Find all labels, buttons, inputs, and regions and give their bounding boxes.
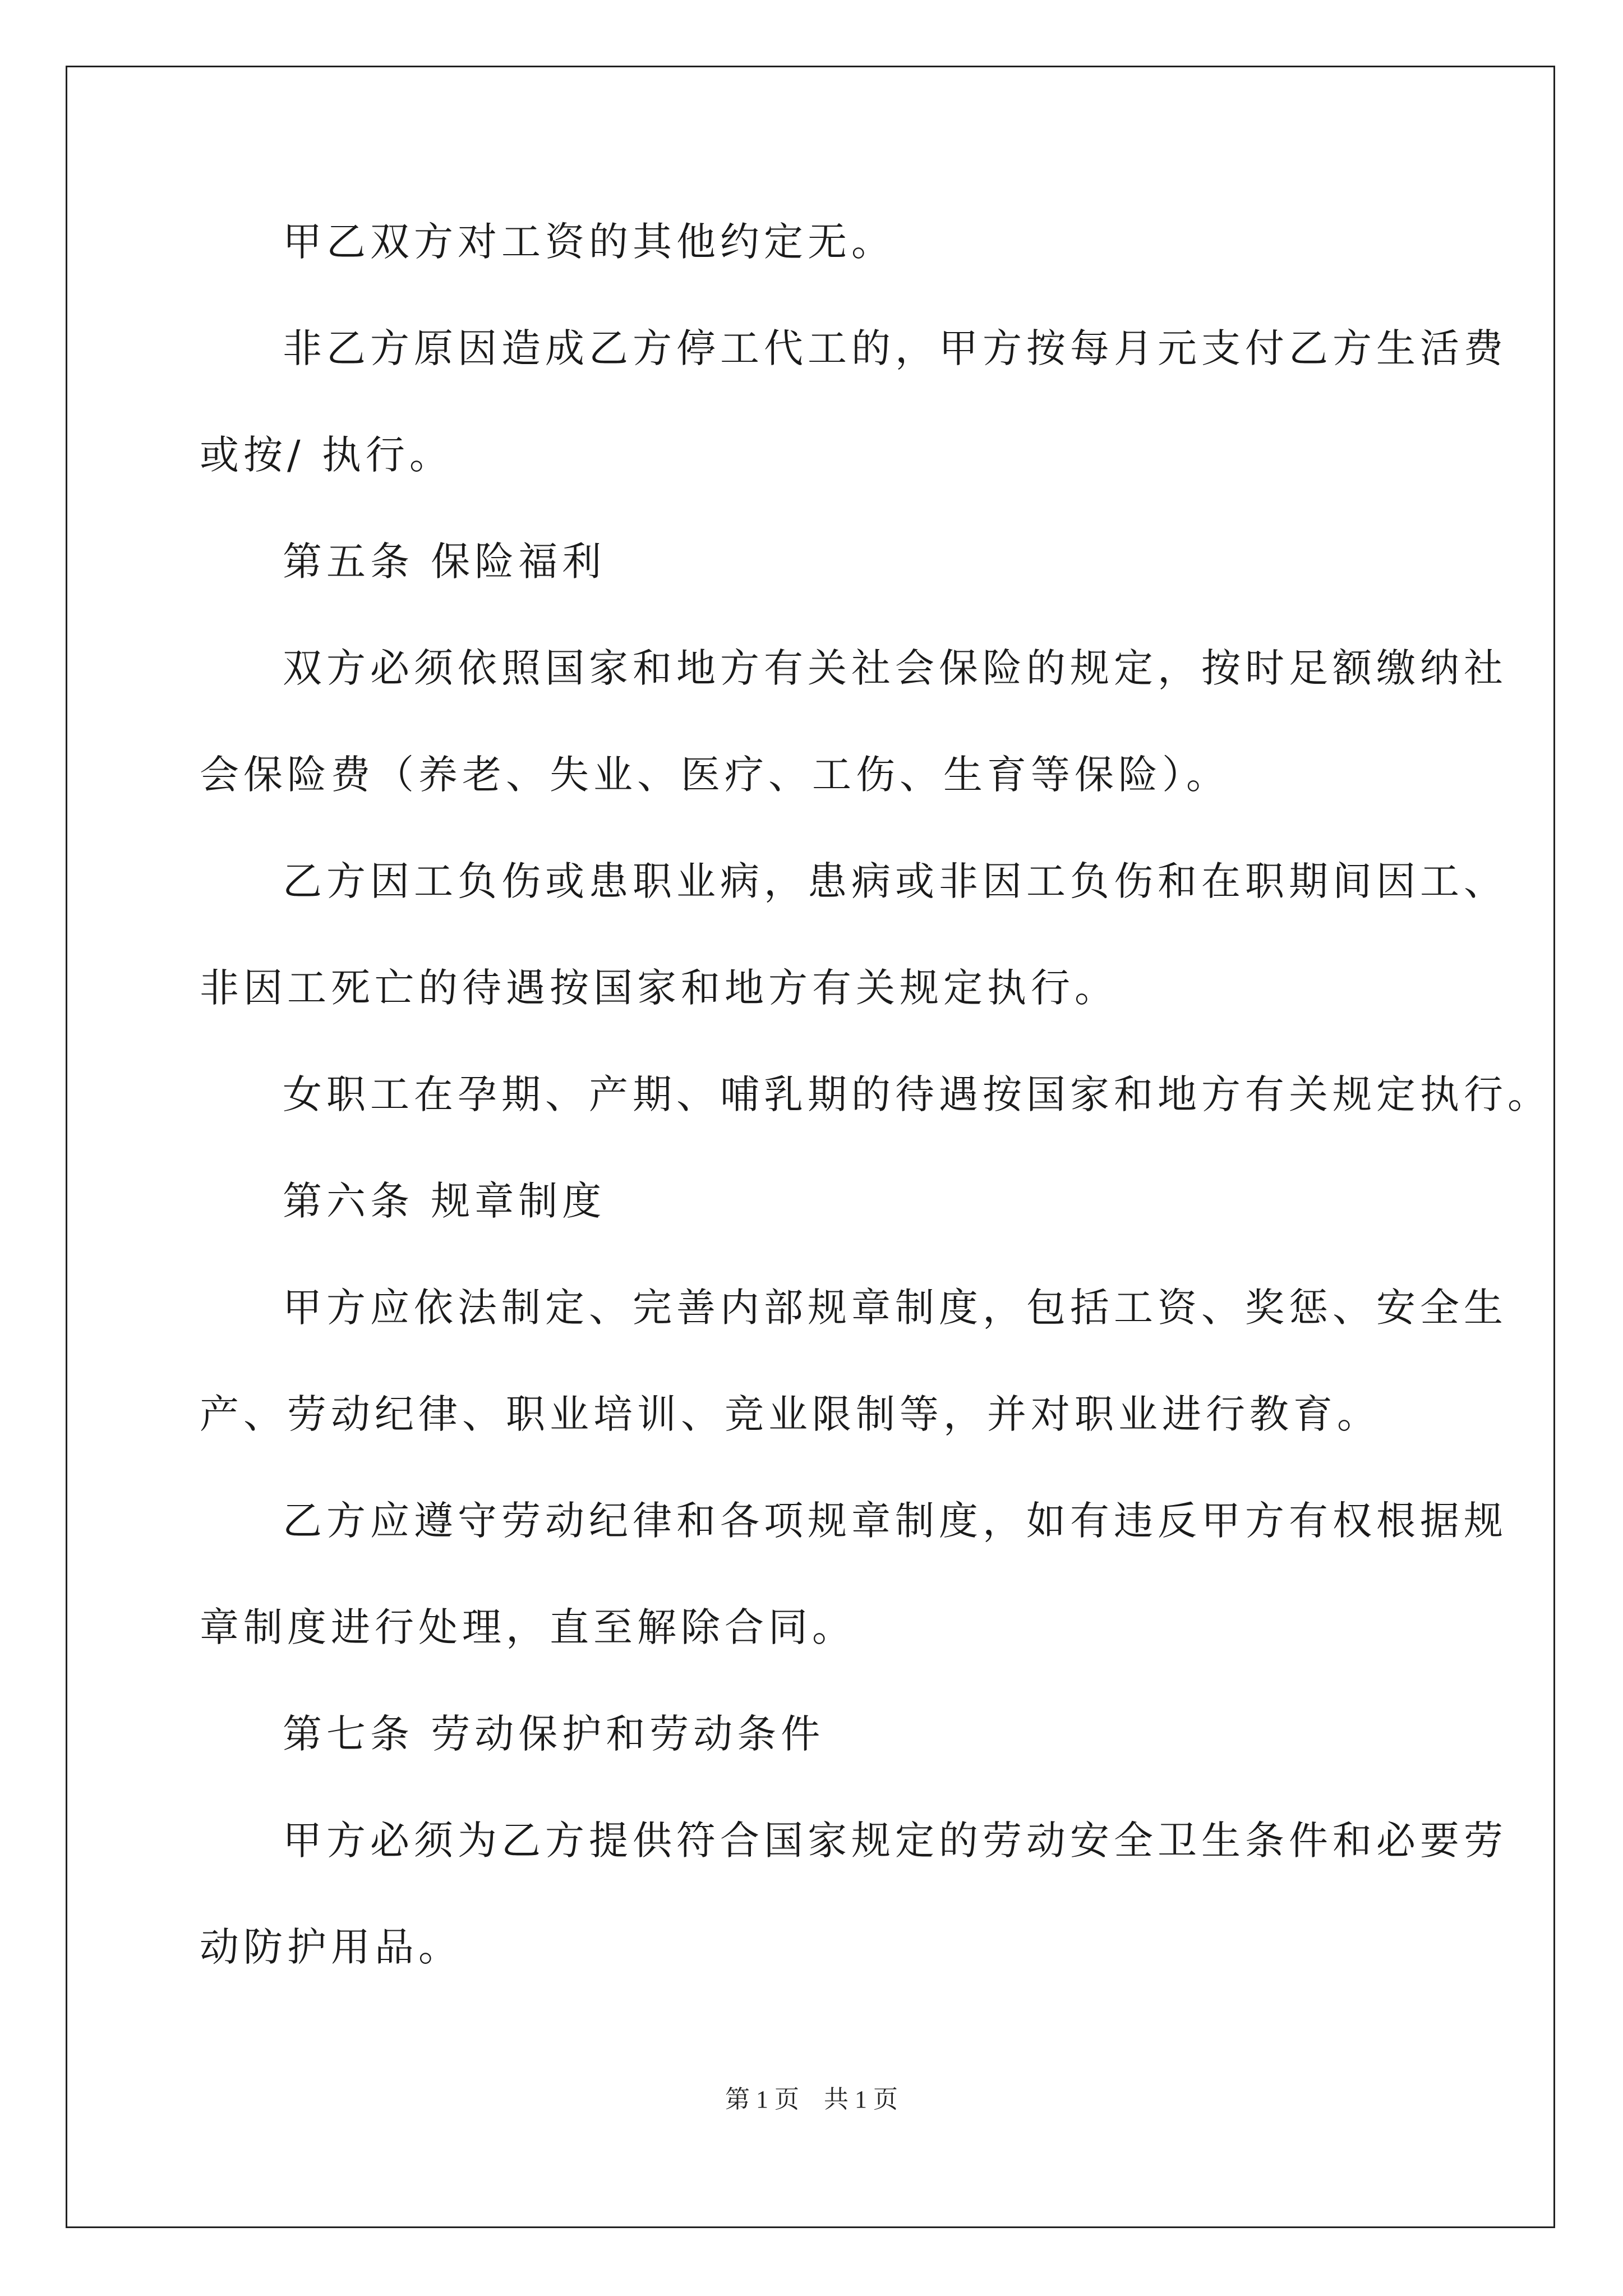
- text-line: 女职工在孕期、产期、哺乳期的待遇按国家和地方有关规定执行。: [283, 1071, 1551, 1117]
- text-line: 会保险费（养老、失业、医疗、工伤、生育等保险）。: [200, 752, 1230, 798]
- text-line: 乙方应遵守劳动纪律和各项规章制度，如有违反甲方有权根据规: [283, 1498, 1507, 1544]
- text-line: 非乙方原因造成乙方停工代工的，甲方按每月元支付乙方生活费: [283, 325, 1507, 371]
- text-line: 产、劳动纪律、职业培训、竞业限制等，并对职业进行教育。: [200, 1391, 1381, 1437]
- text-line: 乙方因工负伤或患职业病，患病或非因工负伤和在职期间因工、: [283, 858, 1507, 904]
- page-number-footer: 第 1 页 共 1 页: [725, 2086, 898, 2113]
- text-line: 甲方应依法制定、完善内部规章制度，包括工资、奖惩、安全生: [283, 1285, 1507, 1331]
- section-heading: 第七条 劳动保护和劳动条件: [283, 1711, 825, 1757]
- text-line: 甲乙双方对工资的其他约定无。: [283, 219, 895, 265]
- page-border: [66, 66, 1555, 2228]
- text-line: 甲方必须为乙方提供符合国家规定的劳动安全卫生条件和必要劳: [283, 1818, 1507, 1864]
- text-line: 动防护用品。: [200, 1924, 462, 1970]
- section-heading: 第六条 规章制度: [283, 1178, 606, 1224]
- text-line: 或按/ 执行。: [200, 432, 453, 478]
- text-line: 双方必须依照国家和地方有关社会保险的规定，按时足额缴纳社: [283, 645, 1507, 691]
- text-line: 非因工死亡的待遇按国家和地方有关规定执行。: [200, 965, 1118, 1011]
- text-line: 章制度进行处理，直至解除合同。: [200, 1604, 856, 1650]
- section-heading: 第五条 保险福利: [283, 539, 606, 585]
